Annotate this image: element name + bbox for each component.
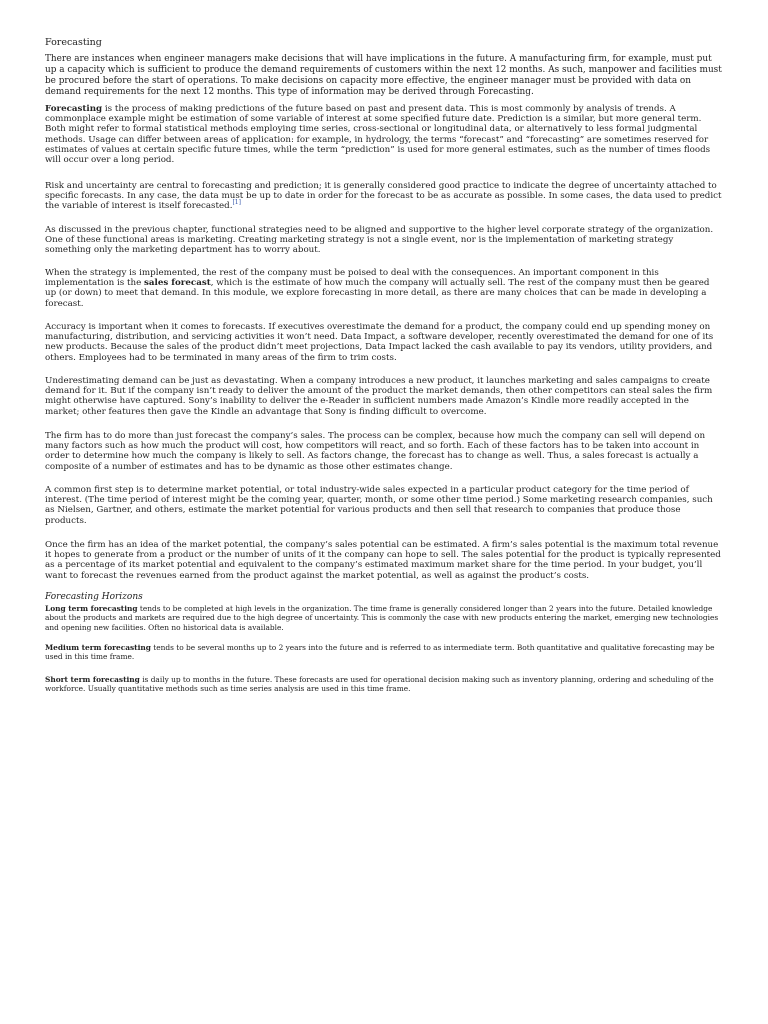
intro-paragraph: There are instances when engineer managers make decisions that will have implications in the future. A manufacturing firm, for example, must put up a capacity which is sufficient to produce the demand requirements of customers within the next 12 months. As such, manpower and facilities must be procured before the start of operations. To make decisions on capacity more effective, the engineer manager must be provided with data on demand requirements for the next 12 months. This type of information may be derived through Forecasting.: [45, 54, 722, 97]
forecasting-definition-paragraph: [45, 104, 722, 165]
medium-term-term: Medium term forecasting: [45, 643, 151, 652]
risk-uncertainty-text: Risk and uncertainty are central to forecasting and prediction; it is generally considered good practice to indicate the degree of uncertainty attached to specific forecasts. In any case, the data must be up to date in order for the forecast to be as accurate as possible. In some cases, the data used to predict the variable of interest is itself forecasted.: [45, 181, 722, 212]
sales-forecast-paragraph: [45, 268, 722, 309]
sales-forecast-term: sales forecast: [144, 278, 211, 289]
long-term-text: tends to be completed at high levels in the organization. The time frame is generally considered longer than 2 years into the future. Detailed knowledge about the products and markets are required due to the high degree of uncertainty. This is commonly the case with new products entering the market, emerging new technologies and opening new facilities. Often no historical data is available.: [45, 604, 719, 632]
medium-term-paragraph: [45, 643, 722, 662]
short-term-paragraph: [45, 675, 722, 694]
sales-forecast-text-before: When the strategy is implemented, the rest of the company must be poised to deal with the consequences. An important component in this implementation is the: [45, 268, 659, 289]
forecasting-definition-text: is the process of making predictions of the future based on past and present data. This is most commonly by analysis of trends. A commonplace example might be estimation of some variable of interest at some specified future date. Prediction is a similar, but more general term. Both might refer to formal statistical methods employing time series, cross-sectional or longitudinal data, or alternatively to less formal judgmental methods. Usage can differ between areas of application: for example, in hydrology, the terms “forecast” and “forecasting” are sometimes reserved for estimates of values at certain specific future times, while the term “prediction” is used for more general estimates, such as the number of times floods will occur over a long period.: [45, 104, 711, 166]
sales-potential-paragraph: Once the firm has an idea of the market potential, the company’s sales potential can be estimated. A firm’s sales potential is the maximum total revenue it hopes to generate from a product or the number of units of it the company can hope to sell. The sales potential for the product is typically represented as a percentage of its market potential and equivalent to the company’s estimated maximum market share for the time period. In your budget, you’ll want to forecast the revenues earned from the product against the market potential, as well as against the product’s costs.: [45, 540, 721, 581]
functional-strategy-paragraph: As discussed in the previous chapter, functional strategies need to be aligned and supportive to the higher level corporate strategy of the organization. One of these functional areas is marketing. Creating marketing strategy is not a single event, nor is the implementation of marketing strategy something only the marketing department has to worry about.: [45, 225, 714, 256]
long-term-term: Long term forecasting: [45, 604, 138, 613]
market-potential-paragraph: A common first step is to determine market potential, or total industry-wide sales expected in a particular product category for the time period of interest. (The time period of interest might be the coming year, quarter, month, or some other time period.) Some marketing research companies, such as Nielsen, Gartner, and others, estimate the market potential for various products and then sell that research to companies that produce those products.: [45, 485, 713, 526]
forecasting-horizons-heading: Forecasting Horizons: [45, 592, 143, 602]
medium-term-text: tends to be several months up to 2 years into the future and is referred to as intermediate term. Both quantitative and qualitative forecasting may be used in this time frame.: [45, 643, 715, 662]
document-title: Forecasting: [45, 37, 102, 48]
sales-factors-paragraph: The firm has to do more than just forecast the company’s sales. The process can be complex, because how much the company can sell will depend on many factors such as how much the product will cost, how competitors will react, and so forth. Each of these factors has to be taken into account in order to determine how much the company is likely to sell. As factors change, the forecast has to change as well. Thus, a sales forecast is actually a composite of a number of estimates and has to be dynamic as those other estimates change.: [45, 431, 706, 472]
footnote-link[interactable]: [1]: [232, 199, 241, 207]
long-term-paragraph: [45, 604, 722, 632]
underestimating-paragraph: Underestimating demand can be just as devastating. When a company introduces a new product, it launches marketing and sales campaigns to create demand for it. But if the company isn’t ready to deliver the amount of the product the market demands, then other competitors can steal sales the firm might otherwise have captured. Sony’s inability to deliver the e-Reader in sufficient numbers made Amazon’s Kindle more readily accepted in the market; other features then gave the Kindle an advantage that Sony is finding difficult to overcome.: [45, 376, 713, 417]
sales-forecast-text-after: , which is the estimate of how much the company will actually sell. The rest of the company must then be geared up (or down) to meet that demand. In this module, we explore forecasting in more detail, as there are many choices that can be made in developing a forecast.: [45, 278, 710, 309]
short-term-text: is daily up to months in the future. These forecasts are used for operational decision making such as inventory planning, ordering and scheduling of the workforce. Usually quantitative methods such as time series analysis are used in this time frame.: [45, 675, 714, 694]
forecasting-term: Forecasting: [45, 104, 103, 114]
short-term-term: Short term forecasting: [45, 675, 140, 684]
risk-uncertainty-paragraph: [45, 181, 722, 212]
accuracy-paragraph: Accuracy is important when it comes to forecasts. If executives overestimate the demand for a product, the company could end up spending money on manufacturing, distribution, and servicing activities it won’t need. Data Impact, a software developer, recently overestimated the demand for one of its new products. Because the sales of the product didn’t meet projections, Data Impact lacked the cash available to pay its vendors, utility providers, and others. Employees had to be terminated in many areas of the firm to trim costs.: [45, 322, 714, 363]
